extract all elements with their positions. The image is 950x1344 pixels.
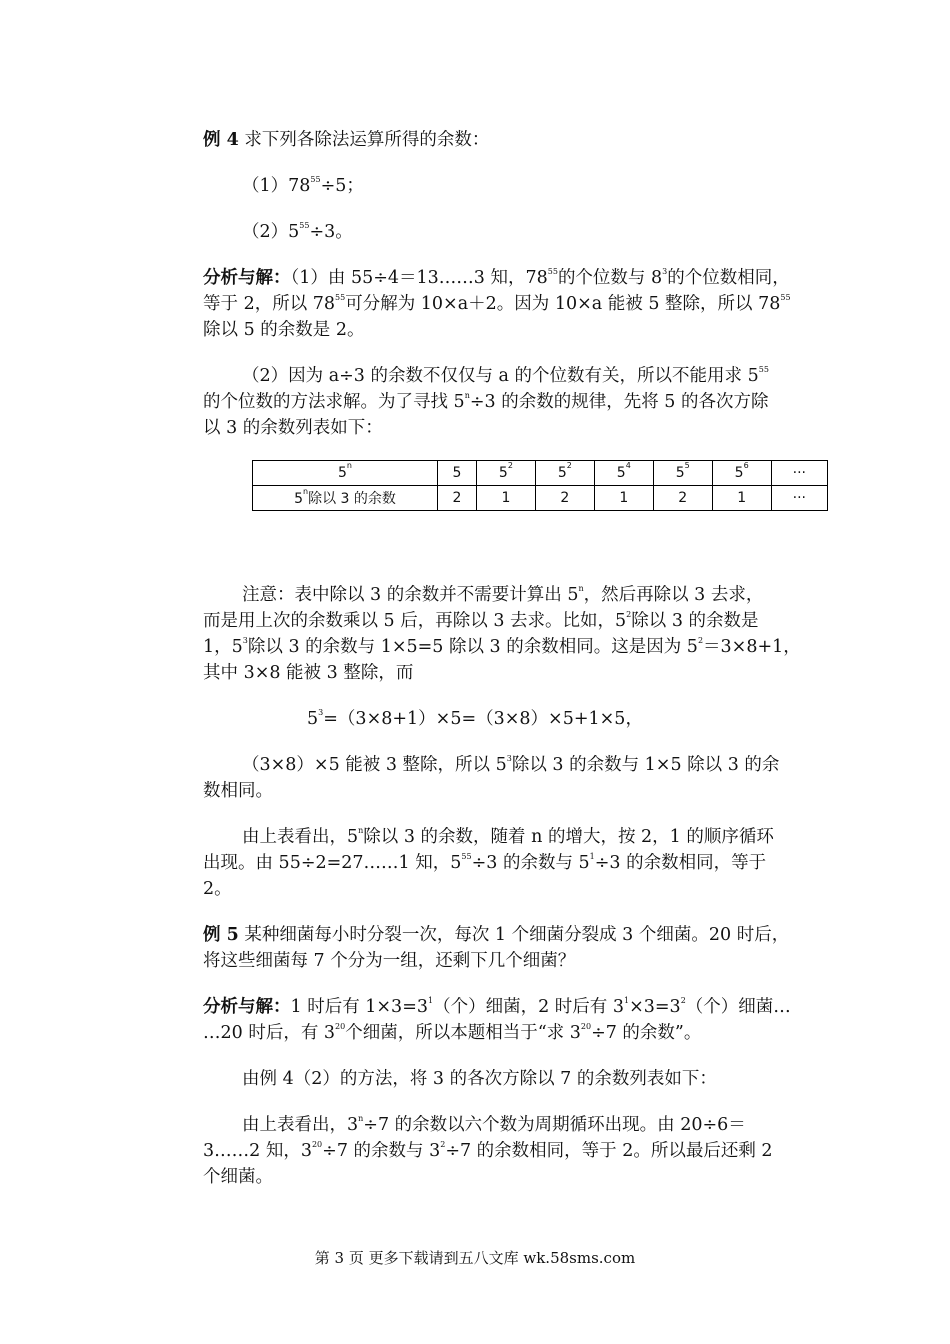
remainder-table <box>252 460 828 511</box>
analysis-label: 分析与解： <box>203 997 291 1017</box>
formula: $5^3=(3\times 8+1)\times 5=(3\times 8)\times 5+1\times 5$， <box>307 708 643 729</box>
note-text: 其中 3×8 能被 3 整除，而 <box>203 663 414 683</box>
example-question: 某种细菌每小时分裂一次，每次 1 个细菌分裂成 3 个细菌。20 时后， <box>238 925 790 945</box>
example-label: 例 5 <box>203 925 239 945</box>
table-cell: 5$^n$ <box>253 461 438 486</box>
analysis-text: 由上表看出，$3^n\div 7$ 的余数以六个数为周期循环出现。由 20÷6＝ <box>242 1114 746 1135</box>
analysis-text: 个细菌。 <box>203 1167 273 1187</box>
analysis-text: …20 时后，有 $3^{20}$个细菌，所以本题相当于“求 $3^{20}\div 7$ 的余数”。 <box>203 1022 702 1043</box>
table-cell: 1 <box>594 486 653 511</box>
analysis-text: 1 时后有 $1\times 3=3^1$（个）细菌，2 时后有 $3^1\times 3=3^2$（个）细菌… <box>290 996 791 1017</box>
table-cell: ··· <box>771 461 827 486</box>
note-text: 数相同。 <box>203 781 273 801</box>
table-cell: 5$^n$除以 3 的余数 <box>253 486 438 511</box>
table-cell: 1 <box>712 486 771 511</box>
note-text: （3×8）×5 能被 3 整除，所以 $5^3$除以 3 的余数与 1×5 除以 3 的余 <box>242 754 780 775</box>
note-text: 2。 <box>203 879 232 899</box>
problem-item-2: $(2)5^{55}\div 3$。 <box>242 221 353 242</box>
table-cell: 1 <box>476 486 535 511</box>
example-question: 求下列各除法运算所得的余数： <box>238 130 490 150</box>
table-cell: $5^2$ <box>535 461 594 486</box>
problem-item-1: $(1)78^{55}\div 5$； <box>242 175 364 196</box>
table-cell: $5^2$ <box>476 461 535 486</box>
table-cell: ··· <box>771 486 827 511</box>
analysis-text: 等于 2，所以 $78^{55}$可分解为 10×a＋2。因为 10×a 能被 5 整除，所以 $78^{55}$ <box>203 293 791 314</box>
analysis-text: 除以 5 的余数是 2。 <box>203 320 365 340</box>
note-text: 出现。由 55÷2=27……1 知，$5^{55}\div 3$ 的余数与 $5^1\div 3$ 的余数相同，等于 <box>203 852 767 873</box>
table-cell: 5 <box>438 461 477 486</box>
analysis-text: （2）因为 a÷3 的余数不仅仅与 a 的个位数有关，所以不能用求 $5^{55}$ <box>242 365 769 386</box>
table-cell: $5^6$ <box>712 461 771 486</box>
table-cell: 2 <box>535 486 594 511</box>
table-cell: $5^4$ <box>594 461 653 486</box>
page-footer: 第 3 页 更多下载请到五八文库 wk.58sms.com <box>314 1249 636 1267</box>
table-row <box>253 461 828 486</box>
table-cell: 2 <box>653 486 712 511</box>
table-row <box>253 486 828 511</box>
analysis-text: （1）由 55÷4＝13……3 知，$78^{55}$的个位数与 $8^3$的个位数相同， <box>290 267 790 288</box>
analysis-text: 3……2 知，$3^{20}\div 7$ 的余数与 $3^2\div 7$ 的余数相同，等于 2。所以最后还剩 2 <box>203 1140 773 1161</box>
table-cell: 2 <box>438 486 477 511</box>
note-text: 1，$5^3$除以 3 的余数与 1×5=5 除以 3 的余数相同。这是因为 $5^2=3\times 8+1$， <box>203 636 801 657</box>
analysis-label: 分析与解： <box>203 268 291 288</box>
note-text: 注意：表中除以 3 的余数并不需要计算出 5$^n$，然后再除以 3 去求， <box>242 584 764 605</box>
analysis-text: 以 3 的余数列表如下： <box>203 418 383 438</box>
table-cell: $5^5$ <box>653 461 712 486</box>
analysis-text: 由例 4（2）的方法，将 3 的各次方除以 7 的余数列表如下： <box>242 1069 717 1089</box>
note-text: 由上表看出，5$^n$除以 3 的余数，随着 n 的增大，按 2，1 的顺序循环 <box>242 826 774 847</box>
example-label: 例 4 <box>203 130 239 150</box>
analysis-text: 的个位数的方法求解。为了寻找 $5^n\div 3$ 的余数的规律，先将 5 的各次方除 <box>203 391 769 412</box>
example-question: 将这些细菌每 7 个分为一组，还剩下几个细菌？ <box>203 951 576 971</box>
note-text: 而是用上次的余数乘以 5 后，再除以 3 去求。比如，$5^2$除以 3 的余数是 <box>203 610 759 631</box>
